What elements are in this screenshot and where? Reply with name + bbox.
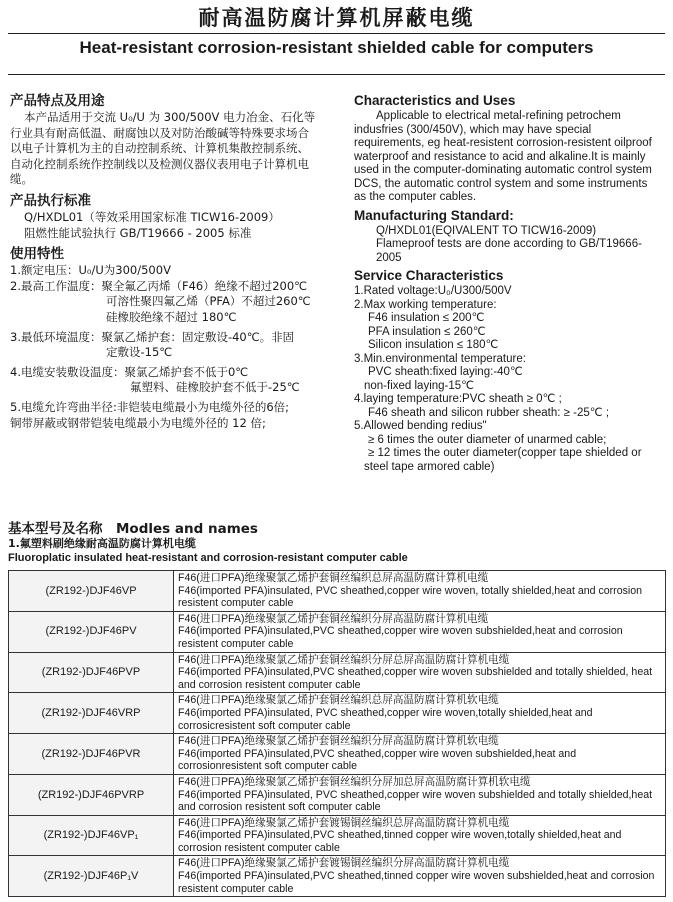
service-line: 可溶性聚四氟乙烯（PFA）不超过260℃ [106, 294, 311, 309]
standard-heading: 产品执行标准 [10, 192, 91, 209]
model-description: F46(进口PFA)绝缘聚氯乙烯护套镀锡铜丝编织总屏高温防腐计算机电缆 F46(imported PFA)insulated,PVC sheathed,tinned copper wire woven,totally shielded,heat and corrosion resistent computer cable [174, 815, 666, 856]
features-heading: 产品特点及用途 [10, 93, 105, 109]
model-code: (ZR192-)DJF46PVRP [9, 774, 174, 815]
models-subheading-cn: 1.氟塑料刷绝缘耐高温防腐计算机电缆 [8, 537, 196, 550]
table-row [9, 611, 666, 652]
table-row [9, 734, 666, 775]
service-line: 1.额定电压：U₀/U为300/500V [10, 263, 171, 278]
table-row [9, 571, 666, 612]
model-description: F46(进口PFA)绝缘聚氯乙烯护套铜丝编织分屏加总屏高温防腐计算机软电缆 F46(imported PFA)insulated, PVC sheathed,copper wire woven subshielded and totally shielded,heat and corrosion resistent soft computer cable [174, 774, 666, 815]
features-text: 本产品适用于交流 U₀/U 为 300/500V 电力冶金、石化等 行业具有耐高低温、耐腐蚀以及对防治酸碱等特殊要求场合 以电子计算机为主的自动控制系统、计算机集散控制系统、 自动化控制系统作控制线以及检测仪器仪表用电子计算机电 缆。 [10, 110, 316, 187]
model-description: F46(进口PFA)绝缘聚氯乙烯护套铜丝编织总屏高温防腐计算机电缆 F46(imported PFA)insulated, PVC sheathed,copper wire woven, totally shielded,heat and corrosion resistent computer cable [174, 571, 666, 612]
standard-line: Q/HXDL01（等效采用国家标准 TICW16-2009） [24, 209, 280, 224]
manufacturing-standard-text: Q/HXDL01(EQIVALENT TO TICW16-2009) Flameproof tests are done according to GB/T19666-2005 [376, 224, 642, 264]
divider [8, 74, 665, 75]
right-column [354, 92, 666, 474]
model-description: F46(进口PFA)绝缘聚氯乙烯护套镀锡铜丝编织分屏高温防腐计算机电缆 F46(imported PFA)insulated,PVC sheathed,tinned copper wire woven subshielded,heat and corrosion resistent computer cable [174, 856, 666, 897]
model-description: F46(进口PFA)绝缘聚氯乙烯护套铜丝编织分屏高温防腐计算机电缆 F46(imported PFA)insulated,PVC sheathed,copper wire woven subshielded,heat and corrosion resistent computer cable [174, 611, 666, 652]
table-row [9, 774, 666, 815]
model-code: (ZR192-)DJF46VRP [9, 693, 174, 734]
page-subtitle: Heat-resistant corrosion-resistant shielded cable for computers [79, 38, 594, 57]
characteristics-text: Applicable to electrical metal-refining petrochem indusfries (300/450V), which may have special requirements, eg heat-resistent corrosion-resistent oilproof waterproof and resistance to acid and alkaline.It is mainly used in the computer-dominating automatic control system DCS, the automatic control system and some instruments as the computer cables. [354, 110, 652, 203]
model-description: F46(进口PFA)绝缘聚氯乙烯护套铜丝编织分屏总屏高温防腐计算机电缆 F46(imported PFA)insulated,PVC sheathed,copper wire woven subshielded and totally shielded, heat and corrosion resistent computer cable [174, 652, 666, 693]
service-line: 3.最低环境温度：聚氯乙烯护套：固定敷设-40℃。非固 [10, 329, 295, 344]
model-code: (ZR192-)DJF46VP [9, 571, 174, 612]
models-subheading-en: Fluoroplatic insulated heat-resistant and corrosion-resistant computer cable [8, 552, 408, 564]
divider [8, 33, 665, 34]
left-column [10, 92, 340, 431]
models-table [8, 570, 666, 897]
service-characteristics-heading: Service Characteristics [354, 268, 504, 283]
model-code: (ZR192-)DJF46P₁V [9, 856, 174, 897]
service-heading: 使用特性 [10, 246, 64, 263]
model-code: (ZR192-)DJF46PVP [9, 652, 174, 693]
manufacturing-standard-heading: Manufacturing Standard: [354, 207, 514, 223]
service-line: 氟塑料、硅橡胶护套不低于-25℃ [130, 380, 300, 395]
characteristics-heading: Characteristics and Uses [354, 93, 516, 108]
table-row [9, 856, 666, 897]
service-line: 硅橡胶绝缘不超过 180℃ [106, 309, 237, 324]
service-line: 铜带屏蔽或钢带铠装电缆最小为电缆外径的 12 倍; [10, 415, 266, 430]
model-description: F46(进口PFA)绝缘聚氯乙烯护套铜丝编织分屏高温防腐计算机软电缆 F46(imported PFA)insulated,PVC sheathed,copper wire woven subshielded,heat and corrosionresistent soft computer cable [174, 734, 666, 775]
table-row [9, 815, 666, 856]
service-line: 4.电缆安装敷设温度：聚氯乙烯护套不低于0℃ [10, 364, 249, 379]
models-heading: 基本型号及名称 Modles and names [8, 521, 258, 537]
service-line: 5.电缆允许弯曲半径:非铠装电缆最小为电缆外径的6倍; [10, 399, 290, 414]
service-line: 2.最高工作温度：聚全氟乙丙烯（F46）绝缘不超过200℃ [10, 278, 308, 293]
model-code: (ZR192-)DJF46PV [9, 611, 174, 652]
table-row [9, 652, 666, 693]
page-title: 耐高温防腐计算机屏蔽电缆 [198, 6, 475, 30]
model-code: (ZR192-)DJF46PVR [9, 734, 174, 775]
models-subheading [8, 537, 408, 565]
model-description: F46(进口PFA)绝缘聚氯乙烯护套铜丝编织总屏高温防腐计算机软电缆 F46(imported PFA)insulated, PVC sheathed,copper wire woven,totally shielded,heat and corrosicresistent soft computer cable [174, 693, 666, 734]
service-line: 定敷设-15℃ [106, 345, 173, 360]
service-characteristics-text: 1.Rated voltage:U₀/U300/500V 2.Max working temperature: F46 insulation ≤ 200℃ PFA insulation ≤ 260℃ Silicon insulation ≤ 180℃ 3.Min.environmental temperature: PVC sheath:fixed laying:-40℃ non-fixed laying-15℃ 4.laying temperature:PVC sheath ≥ 0℃ ; F46 sheath and silicon rubber sheath: ≥ -25℃ ; 5.Allowed bending redius" ≥ 6 times the outer diameter of unarmed cable; ≥ 12 times the outer diameter(copper tape shielded or steel tape armored cable) [354, 285, 642, 473]
standard-line: 阻燃性能试验执行 GB/T19666 - 2005 标准 [24, 225, 252, 240]
model-code: (ZR192-)DJF46VP₁ [9, 815, 174, 856]
table-row [9, 693, 666, 734]
